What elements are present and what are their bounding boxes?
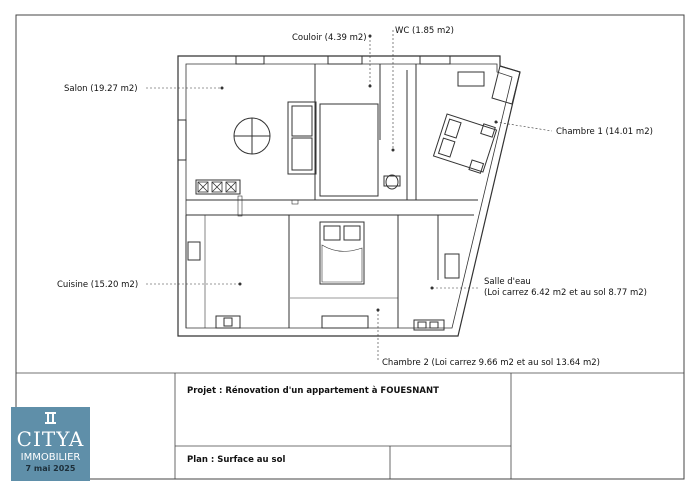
toilet-bowl bbox=[386, 175, 398, 189]
column-icon bbox=[45, 412, 56, 424]
window-top-1 bbox=[236, 56, 264, 64]
label-chambre1: Chambre 1 (14.01 m2) bbox=[556, 127, 653, 137]
label-wc: WC (1.85 m2) bbox=[395, 26, 454, 36]
label-salle-eau-1: Salle d'eau bbox=[484, 277, 531, 287]
citya-logo bbox=[11, 407, 90, 481]
label-salle-eau-2: (Loi carrez 6.42 m2 et au sol 8.77 m2) bbox=[484, 288, 647, 298]
window-top-2 bbox=[328, 56, 362, 64]
label-chambre2: Chambre 2 (Loi carrez 9.66 m2 et au sol 13.64 m2) bbox=[382, 358, 600, 368]
logo-brand: CITYA bbox=[16, 427, 85, 451]
floor-plan bbox=[178, 56, 520, 336]
logo-subtitle: IMMOBILIER bbox=[20, 452, 81, 463]
bed-chambre2 bbox=[320, 222, 364, 284]
label-salon: Salon (19.27 m2) bbox=[64, 84, 138, 94]
shower bbox=[445, 254, 459, 278]
appliance bbox=[188, 242, 200, 260]
plan-date: 7 mai 2025 bbox=[25, 464, 76, 473]
wardrobe bbox=[322, 316, 368, 328]
label-couloir: Couloir (4.39 m2) bbox=[292, 33, 367, 43]
label-cuisine: Cuisine (15.20 m2) bbox=[57, 280, 139, 290]
plan-title: Plan : Surface au sol bbox=[187, 455, 286, 465]
bed-chambre1 bbox=[433, 112, 497, 174]
window-top-3 bbox=[420, 56, 450, 64]
closet bbox=[320, 104, 378, 196]
project-title: Projet : Rénovation d'un appartement à FOUESNANT bbox=[187, 386, 439, 396]
window-right bbox=[492, 66, 520, 104]
window-left bbox=[178, 120, 186, 160]
